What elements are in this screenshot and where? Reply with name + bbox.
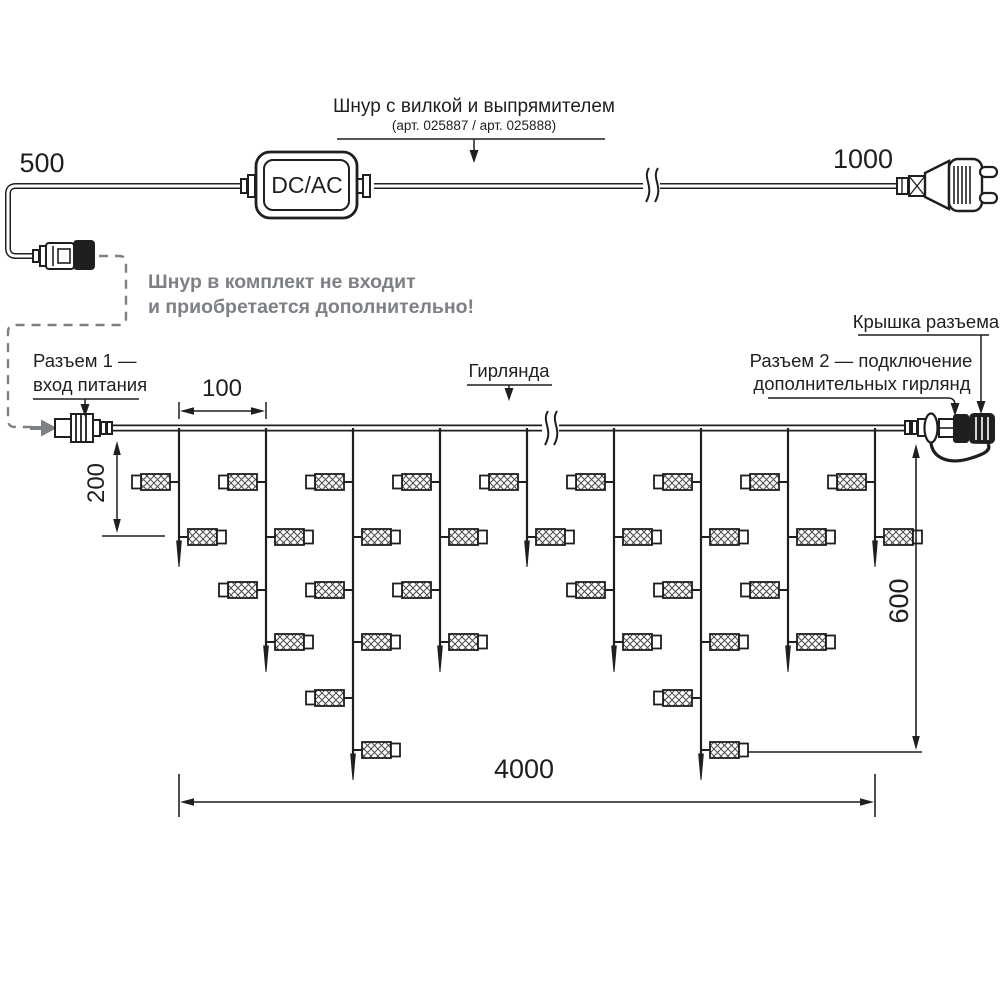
led-bulb	[654, 582, 701, 598]
converter-gland-right	[357, 175, 370, 197]
led-bulb	[741, 474, 788, 490]
led-bulb	[701, 634, 748, 650]
mains-plug	[897, 159, 997, 211]
led-bulb	[353, 529, 400, 545]
led-bulb	[306, 690, 353, 706]
garland-label-arrow	[505, 388, 514, 401]
garland-label: Гирлянда	[468, 360, 550, 381]
cord-dim-right: 1000	[832, 144, 894, 174]
led-bulb	[393, 474, 440, 490]
cap-label-arrow	[977, 401, 986, 414]
cap-label: Крышка разъема	[852, 311, 1000, 332]
led-bulb	[353, 634, 400, 650]
connection-dashed-path	[8, 256, 126, 437]
dimensions	[83, 375, 922, 817]
garland-drop	[306, 428, 400, 780]
cord-labels	[19, 96, 893, 178]
led-bulb	[567, 582, 614, 598]
led-bulb	[654, 690, 701, 706]
garland-labels	[33, 311, 1000, 417]
plug-prong-top	[980, 167, 997, 177]
cord-label-arrow	[470, 150, 479, 163]
led-bulb	[306, 582, 353, 598]
connector2-label-line2: дополнительных гирлянд	[753, 373, 971, 394]
cord-end-connector	[33, 241, 94, 269]
led-bulb	[132, 474, 179, 490]
connector-1	[55, 414, 112, 442]
led-bulb	[393, 582, 440, 598]
led-bulb	[179, 529, 226, 545]
dim-4000	[179, 754, 875, 817]
led-bulb	[567, 474, 614, 490]
led-bulb	[654, 474, 701, 490]
led-bulb	[875, 529, 922, 545]
garland-drop	[219, 428, 313, 672]
led-bulb	[701, 742, 748, 758]
led-bulb	[266, 529, 313, 545]
led-bulb	[614, 529, 661, 545]
garland-drop	[828, 428, 922, 567]
dim-4000-value: 4000	[493, 754, 555, 784]
led-bulb	[527, 529, 574, 545]
led-bulb	[788, 529, 835, 545]
led-bulb	[614, 634, 661, 650]
garland-drop	[567, 428, 661, 672]
dim-200-value: 200	[83, 462, 110, 504]
cord-dim-left: 500	[19, 148, 65, 178]
cord-connector-cap	[74, 241, 94, 269]
garland-drop	[654, 428, 748, 780]
plug-prong-bottom	[980, 193, 997, 203]
led-bulb	[440, 634, 487, 650]
led-bulb	[219, 582, 266, 598]
cord-title: Шнур с вилкой и выпрямителем	[333, 96, 615, 117]
connector-2-pigtail	[931, 443, 989, 461]
garland-break-symbol	[542, 411, 559, 445]
cord-note-line1: Шнур в комплект не входит	[148, 271, 416, 293]
led-bulb	[828, 474, 875, 490]
cord-subtitle: (арт. 025887 / арт. 025888)	[391, 118, 557, 133]
drops-layer	[132, 428, 922, 780]
garland-drop	[741, 428, 835, 672]
connector1-label-line1: Разъем 1 —	[33, 350, 137, 371]
converter-gland-left	[241, 175, 255, 197]
dim-100	[179, 375, 266, 419]
connector2-label-line1: Разъем 2 — подключение	[749, 350, 973, 371]
led-bulb	[219, 474, 266, 490]
garland-drop	[132, 428, 226, 567]
dim-600-value: 600	[884, 578, 914, 624]
garland-drop	[480, 428, 574, 567]
led-bulb	[788, 634, 835, 650]
led-bulb	[353, 742, 400, 758]
garland-assembly	[55, 411, 994, 780]
led-bulb	[701, 529, 748, 545]
cord-note	[148, 271, 474, 318]
garland-drop	[393, 428, 487, 672]
dim-100-value: 100	[201, 375, 243, 402]
cord-break-symbol	[643, 168, 660, 202]
connector-2-plug	[954, 415, 968, 442]
led-bulb	[266, 634, 313, 650]
connector1-label-line2: вход питания	[33, 374, 148, 395]
dc-ac-converter	[256, 152, 357, 218]
converter-label: DC/AC	[271, 172, 343, 198]
cord-note-line2: и приобретается дополнительно!	[148, 296, 475, 318]
led-bulb	[306, 474, 353, 490]
led-bulb	[741, 582, 788, 598]
led-bulb	[440, 529, 487, 545]
led-bulb	[480, 474, 527, 490]
plug-body	[925, 161, 949, 209]
